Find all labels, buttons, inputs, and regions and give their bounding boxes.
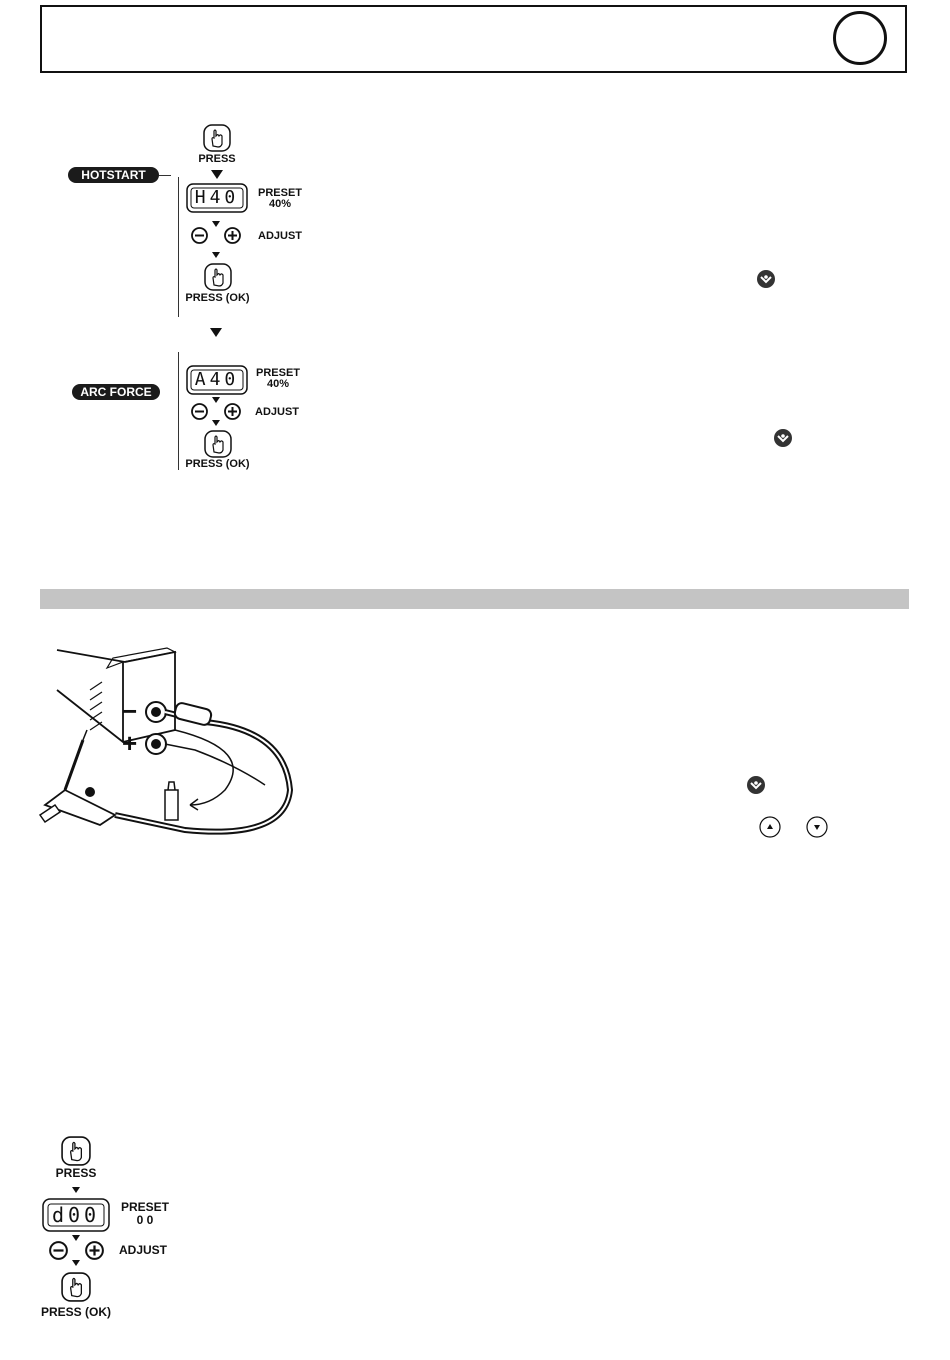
adjust-label: ADJUST [258,230,303,242]
hotstart-connector [159,175,171,176]
hand-press-ok-icon [204,430,232,458]
plus-icon [224,227,241,244]
down-arrow-icon [72,1260,80,1266]
minus-icon [191,403,208,420]
section-header-bar [40,589,909,609]
preset-label: PRESET [255,367,300,379]
down-button-icon [806,816,828,838]
hand-press-ok-icon [61,1272,91,1302]
press-ok-label: PRESS (OK) [185,458,250,470]
down-arrow-icon [212,420,220,426]
plus-sign-label: + [122,728,138,758]
down-arrow-icon [210,328,222,337]
down-arrow-icon [211,170,223,179]
lcd-display-arc-force [186,365,248,395]
preset-value: 0 0 [136,1213,154,1227]
minus-sign-label: − [122,696,138,726]
hand-press-ok-icon [204,263,232,291]
display-text: d00 [51,1203,101,1227]
encoder-icon [746,775,766,795]
press-ok-label: PRESS (OK) [40,1305,111,1319]
press-label: PRESS [198,153,236,165]
preset-value: 40% [268,198,292,210]
preset-label: PRESET [257,187,302,199]
arc-force-tag: ARC FORCE [72,384,160,400]
plus-icon [85,1241,104,1260]
encoder-icon [773,428,793,448]
display-text: A40 [194,369,240,390]
lcd-display-bottom [42,1198,110,1232]
tig-welder-illustration [35,640,305,845]
minus-icon [49,1241,68,1260]
lcd-display-hotstart [186,183,248,213]
adjust-label: ADJUST [255,406,300,418]
display-text: H40 [194,187,240,208]
press-label: PRESS [55,1166,97,1180]
header-circle-icon [833,11,887,65]
minus-icon [191,227,208,244]
header-box [40,5,907,73]
press-ok-label: PRESS (OK) [185,292,250,304]
down-arrow-icon [72,1187,80,1193]
down-arrow-icon [212,397,220,403]
preset-value: 40% [266,378,290,390]
hotstart-bracket [178,177,179,317]
down-arrow-icon [72,1235,80,1241]
plus-icon [224,403,241,420]
hand-press-icon [203,124,231,152]
arc-force-bracket [178,352,179,470]
encoder-icon [756,269,776,289]
hotstart-tag: HOTSTART [68,167,159,183]
down-arrow-icon [212,252,220,258]
preset-label: PRESET [120,1200,169,1214]
down-arrow-icon [212,221,220,227]
adjust-label: ADJUST [119,1243,168,1257]
up-button-icon [759,816,781,838]
hand-press-icon [61,1136,91,1166]
